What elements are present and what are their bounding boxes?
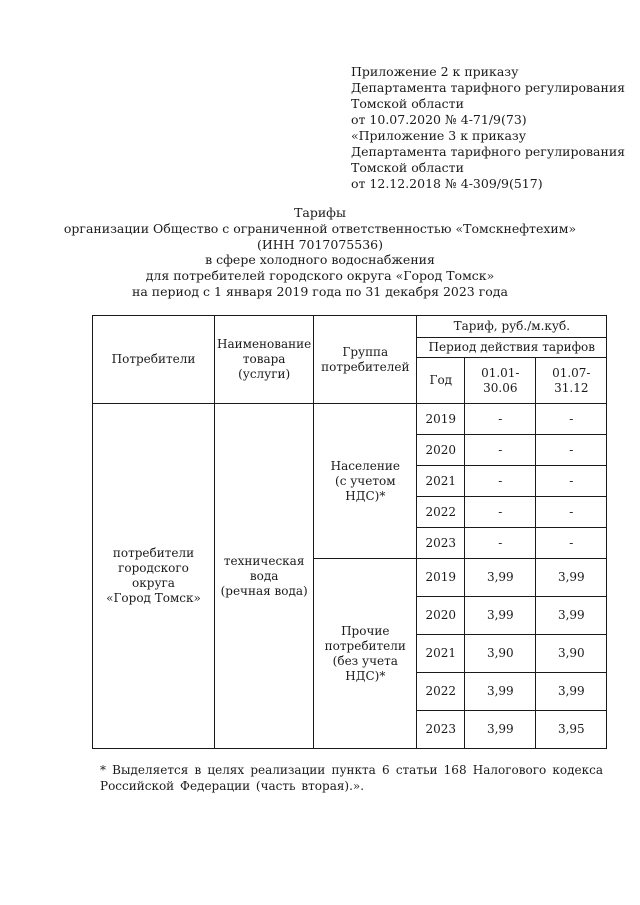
document-title xyxy=(60,205,580,300)
header-half1: 01.01- 30.06 xyxy=(465,358,536,404)
header-group: Группа потребителей xyxy=(314,316,417,404)
title-line: (ИНН 7017075536) xyxy=(257,236,383,252)
footnote: * Выделяется в целях реализации пункта 6 статьи 168 Налогового кодекса Российской Федерации (часть вторая).». xyxy=(100,763,603,793)
header-consumers: Потребители xyxy=(93,316,215,404)
tariff-h2-cell: - xyxy=(536,528,607,559)
title-line: организации Общество с ограниченной ответственностью «Томскнефтехим» xyxy=(63,220,577,236)
table-row xyxy=(93,404,607,435)
appendix-line: от 12.12.2018 № 4-309/9(517) xyxy=(351,176,543,191)
tariff-h2-cell: 3,95 xyxy=(536,711,607,749)
year-cell: 2022 xyxy=(417,497,465,528)
header-year: Год xyxy=(417,358,465,404)
header-goods: Наименование товара (услуги) xyxy=(215,316,314,404)
appendix-line: Департамента тарифного регулирования xyxy=(351,80,626,95)
year-cell: 2023 xyxy=(417,711,465,749)
appendix-line: Приложение 2 к приказу xyxy=(351,64,519,79)
title-line: Тарифы xyxy=(294,205,346,220)
tariff-h2-cell: - xyxy=(536,497,607,528)
tariff-h1-cell: - xyxy=(465,497,536,528)
table-header-row xyxy=(93,316,607,338)
year-cell: 2022 xyxy=(417,673,465,711)
title-line: для потребителей городского округа «Город Томск» xyxy=(145,268,495,284)
tariff-h1-cell: 3,99 xyxy=(465,673,536,711)
group-cell-population: Население (с учетом НДС)* xyxy=(314,404,417,559)
tariff-h1-cell: 3,99 xyxy=(465,559,536,597)
title-line: на период с 1 января 2019 года по 31 декабря 2023 года xyxy=(132,283,508,299)
appendix-line: «Приложение 3 к приказу xyxy=(351,128,527,143)
year-cell: 2020 xyxy=(417,597,465,635)
tariff-h2-cell: 3,99 xyxy=(536,673,607,711)
appendix-header xyxy=(351,64,631,192)
year-cell: 2021 xyxy=(417,635,465,673)
year-cell: 2023 xyxy=(417,528,465,559)
year-cell: 2021 xyxy=(417,466,465,497)
appendix-line: Томской области xyxy=(351,160,464,175)
tariff-h2-cell: - xyxy=(536,435,607,466)
tariff-h1-cell: - xyxy=(465,466,536,497)
goods-cell: техническая вода (речная вода) xyxy=(215,404,314,749)
appendix-line: Томской области xyxy=(351,96,464,111)
tariff-h2-cell: 3,99 xyxy=(536,559,607,597)
tariff-h2-cell: - xyxy=(536,404,607,435)
header-tariff: Тариф, руб./м.куб. xyxy=(417,316,607,338)
header-period: Период действия тарифов xyxy=(417,338,607,358)
year-cell: 2019 xyxy=(417,559,465,597)
appendix-line: от 10.07.2020 № 4-71/9(73) xyxy=(351,112,527,127)
year-cell: 2020 xyxy=(417,435,465,466)
header-half2: 01.07- 31.12 xyxy=(536,358,607,404)
consumer-cell: потребители городского округа «Город Томск» xyxy=(93,404,215,749)
tariff-h1-cell: 3,90 xyxy=(465,635,536,673)
title-line: в сфере холодного водоснабжения xyxy=(205,252,435,268)
tariff-table xyxy=(92,315,607,749)
appendix-line: Департамента тарифного регулирования xyxy=(351,144,626,159)
tariff-h1-cell: - xyxy=(465,404,536,435)
tariff-h2-cell: 3,99 xyxy=(536,597,607,635)
tariff-h1-cell: 3,99 xyxy=(465,711,536,749)
year-cell: 2019 xyxy=(417,404,465,435)
tariff-h1-cell: 3,99 xyxy=(465,597,536,635)
group-cell-other: Прочие потребители (без учета НДС)* xyxy=(314,559,417,749)
tariff-h1-cell: - xyxy=(465,435,536,466)
tariff-h1-cell: - xyxy=(465,528,536,559)
tariff-h2-cell: - xyxy=(536,466,607,497)
tariff-h2-cell: 3,90 xyxy=(536,635,607,673)
